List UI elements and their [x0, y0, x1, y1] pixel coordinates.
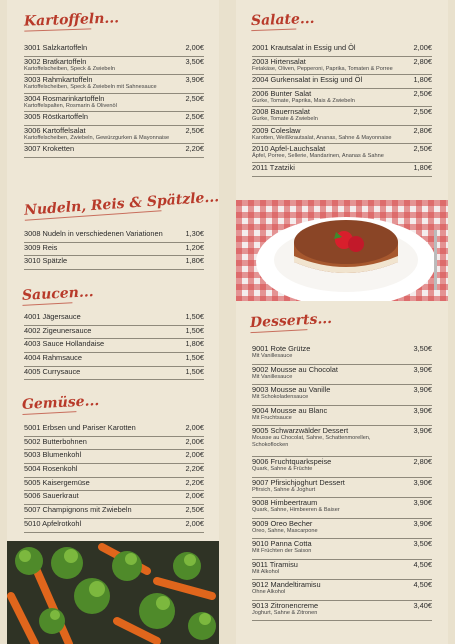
menu-item-price: 3,90€	[413, 518, 432, 528]
menu-item-price: 2,50€	[185, 125, 204, 135]
menu-item-row	[252, 144, 432, 163]
menu-item-name: 4004 Rahmsauce	[24, 353, 82, 363]
menu-item-row	[24, 423, 204, 437]
menu-item-name: 9007 Pfirsichjoghurt Dessert	[252, 477, 345, 487]
menu-item-row	[24, 112, 204, 126]
menu-item-price: 1,50€	[185, 312, 204, 321]
menu-item-price: 3,40€	[413, 600, 432, 610]
menu-item-name: 5010 Apfelrotkohl	[24, 518, 82, 528]
menu-item-row	[24, 519, 204, 533]
menu-item-price: 3,90€	[185, 75, 204, 85]
menu-item-price: 3,90€	[413, 426, 432, 435]
menu-item-price: 2,00€	[185, 491, 204, 501]
menu-item-row	[252, 457, 432, 478]
menu-item-price: 1,50€	[185, 353, 204, 363]
menu-item-name: 2010 Apfel-Lauchsalat	[252, 144, 326, 154]
menu-item-name: 4002 Zigeunersauce	[24, 325, 92, 335]
menu-item-name: 3003 Rahmkartoffeln	[24, 75, 93, 85]
menu-item-row	[252, 519, 432, 540]
menu-item-name: 9010 Panna Cotta	[252, 539, 312, 548]
menu-item-row	[252, 163, 432, 177]
menu-item-row	[252, 580, 432, 601]
menu-item-price: 2,00€	[413, 43, 432, 52]
menu-item-price: 2,80€	[413, 125, 432, 135]
menu-item-price: 2,00€	[185, 518, 204, 528]
menu-item-name: 9005 Schwarzwälder Dessert	[252, 426, 349, 435]
menu-item-price: 1,30€	[185, 229, 204, 238]
menu-item-price: 3,50€	[413, 539, 432, 548]
menu-item-name: 9004 Mousse au Blanc	[252, 405, 328, 415]
menu-item-description: Mit Früchten der Saison	[252, 548, 312, 554]
menu-item-price: 1,80€	[185, 256, 204, 266]
heading-kartoffeln: Kartoffeln...	[23, 10, 120, 30]
menu-item-description: Mit Vanillesauce	[252, 373, 293, 380]
menu-item-price: 1,20€	[185, 242, 204, 252]
menu-item-row	[252, 385, 432, 406]
menu-item-name: 3005 Röstkartoffeln	[24, 112, 88, 122]
menu-item-description: Pfirsich, Sahne & Joghurt	[252, 486, 316, 493]
menu-item-description: Mit Alkohol	[252, 568, 280, 575]
menu-item-name: 9011 Tiramisu	[252, 559, 298, 569]
menu-item-name: 3009 Reis	[24, 242, 58, 252]
menu-item-row	[252, 75, 432, 89]
menu-item-name: 9003 Mousse au Vanille	[252, 385, 331, 394]
menu-item-price: 1,80€	[413, 75, 432, 85]
menu-item-description: Mousse au Chocolat, Sahne, Schattenmorellen,	[252, 435, 371, 441]
menu-item-row	[252, 498, 432, 519]
menu-item-row	[252, 426, 432, 457]
menu-item-row	[24, 505, 204, 519]
menu-item-name: 9009 Oreo Becher	[252, 518, 313, 528]
menu-item-name: 3002 Bratkartoffeln	[24, 56, 87, 66]
menu-item-row	[252, 43, 432, 57]
menu-item-price: 3,50€	[413, 344, 432, 353]
menu-item-row	[24, 339, 204, 353]
menu-item-row	[252, 560, 432, 581]
menu-item-name: 4001 Jägersauce	[24, 312, 81, 321]
menu-item-name: 3010 Spätzle	[24, 256, 68, 266]
menu-item-row	[24, 243, 204, 257]
menu-item-price: 1,50€	[185, 325, 204, 335]
heading-salate: Salate...	[250, 10, 315, 30]
menu-item-row	[252, 406, 432, 427]
menu-item-price: 2,50€	[413, 144, 432, 154]
menu-item-price: 3,90€	[413, 364, 432, 374]
menu-item-row	[252, 365, 432, 386]
menu-item-name: 5005 Kaisergemüse	[24, 477, 90, 487]
menu-item-description: Kartoffelscheiben, Speck & Zwiebeln	[24, 65, 116, 72]
heading-desserts: Desserts...	[249, 310, 333, 332]
menu-item-price: 2,00€	[185, 423, 204, 432]
menu-item-price: 2,80€	[413, 457, 432, 466]
menu-item-name: 2006 Bunter Salat	[252, 88, 312, 98]
menu-item-name: 3001 Salzkartoffeln	[24, 43, 88, 52]
menu-item-price: 1,80€	[413, 162, 432, 172]
menu-item-row	[24, 464, 204, 478]
menu-item-description: Karotten, Weißkrautsalat, Ananas, Sahne & Mayonnaise	[252, 134, 392, 141]
menu-item-name: 9002 Mousse au Chocolat	[252, 364, 338, 374]
menu-item-description: Äpfel, Porree, Sellerie, Mandarinen, Ananas & Sahne	[252, 153, 384, 160]
menu-item-name: 3008 Nudeln in verschiedenen Variationen	[24, 229, 163, 238]
menu-item-name: 9001 Rote Grütze	[252, 344, 311, 353]
menu-item-row	[24, 450, 204, 464]
menu-item-price: 2,50€	[185, 505, 204, 515]
menu-item-description: Ohne Alkohol	[252, 589, 286, 595]
menu-item-price: 3,90€	[413, 405, 432, 415]
menu-item-description: Mit Schokoladensauce	[252, 394, 309, 400]
menu-item-name: 9012 Mandeltiramisu	[252, 580, 321, 589]
menu-item-price: 2,00€	[185, 450, 204, 460]
menu-item-name: 3004 Rosmarinkartoffeln	[24, 93, 105, 103]
menu-item-price: 2,00€	[185, 43, 204, 52]
list-saucen	[24, 312, 204, 380]
tiramisu-photo	[236, 200, 448, 301]
menu-item-name: 2003 Hirtensalat	[252, 56, 306, 66]
menu-item-row	[24, 478, 204, 492]
menu-item-row	[24, 43, 204, 57]
menu-item-row	[252, 539, 432, 560]
list-nudeln	[24, 229, 204, 270]
menu-item-row	[24, 437, 204, 451]
menu-item-description: Mit Vanillesauce	[252, 353, 293, 359]
menu-item-row	[24, 94, 204, 113]
menu-item-name: 9013 Zitronencreme	[252, 600, 319, 610]
menu-item-name: 5003 Blumenkohl	[24, 450, 82, 460]
menu-item-price: 2,50€	[185, 93, 204, 103]
menu-item-description: Gurke, Tomate & Zwiebeln	[252, 116, 318, 123]
menu-item-name: 3006 Kartoffelsalat	[24, 125, 86, 135]
menu-item-description: Quark, Sahne, Himbeeren & Baiser	[252, 507, 340, 513]
menu-item-price: 1,50€	[185, 366, 204, 376]
menu-item-price: 3,90€	[413, 385, 432, 394]
menu-item-name: 5004 Rosenkohl	[24, 464, 78, 474]
menu-item-price: 2,50€	[413, 88, 432, 98]
menu-item-price: 2,80€	[413, 56, 432, 66]
menu-item-price: 2,20€	[185, 464, 204, 474]
menu-item-row	[24, 57, 204, 76]
list-gemuese	[24, 423, 204, 533]
menu-item-name: 4003 Sauce Hollandaise	[24, 339, 105, 349]
menu-item-name: 2004 Gurkensalat in Essig und Öl	[252, 75, 363, 85]
heading-gemuese: Gemüse...	[21, 392, 100, 414]
menu-item-row	[24, 126, 204, 145]
menu-item-price: 2,00€	[185, 436, 204, 446]
heading-nudeln: Nudeln, Reis & Spätzle...	[23, 189, 220, 219]
menu-item-description: Kartoffelscheiben, Zwiebeln, Gewürzgurken & Mayonnaise	[24, 134, 170, 141]
menu-item-price: 2,20€	[185, 144, 204, 154]
vegetables-photo	[7, 541, 219, 644]
menu-item-row	[24, 229, 204, 243]
list-salate	[252, 43, 432, 177]
menu-item-description: Fetakäse, Oliven, Pepperoni, Paprika, Tomaten & Porree	[252, 65, 393, 72]
menu-item-row	[24, 491, 204, 505]
menu-item-name: 2011 Tzatziki	[252, 162, 295, 172]
menu-item-row	[252, 89, 432, 108]
menu-item-name: 5002 Butterbohnen	[24, 436, 87, 446]
menu-item-row	[24, 75, 204, 94]
menu-item-price: 3,50€	[185, 56, 204, 66]
menu-item-row	[252, 126, 432, 145]
menu-item-name: 9008 Himbeertraum	[252, 498, 318, 507]
menu-item-row	[24, 312, 204, 326]
menu-item-description: Joghurt, Sahne & Zitronen	[252, 609, 318, 616]
menu-item-name: 5006 Sauerkraut	[24, 491, 79, 501]
menu-item-name: 2008 Bauernsalat	[252, 107, 310, 117]
menu-item-price: 1,80€	[185, 339, 204, 349]
menu-item-row	[252, 57, 432, 76]
menu-item-description: Kartoffelspalten, Rosmarin & Olivenöl	[24, 102, 117, 109]
menu-item-row	[24, 353, 204, 367]
menu-item-name: 9006 Fruchtquarkspeise	[252, 457, 332, 466]
menu-item-row	[252, 107, 432, 126]
menu-item-row	[24, 367, 204, 381]
menu-item-description: Quark, Sahne & Früchte	[252, 466, 313, 472]
menu-item-name: 3007 Kroketten	[24, 144, 75, 154]
menu-item-price: 2,20€	[185, 477, 204, 487]
menu-item-description: Mit Fruchtsauce	[252, 414, 292, 421]
menu-item-name: 4005 Currysauce	[24, 366, 81, 376]
menu-item-row	[24, 326, 204, 340]
menu-item-name: 2001 Krautsalat in Essig und Öl	[252, 43, 356, 52]
menu-item-row	[252, 601, 432, 622]
menu-item-row	[24, 144, 204, 158]
menu-item-price: 2,50€	[185, 112, 204, 122]
menu-item-price: 4,50€	[413, 559, 432, 569]
menu-item-price: 3,90€	[413, 477, 432, 487]
list-kartoffeln	[24, 43, 204, 158]
menu-item-description: Oreo, Sahne, Mascarpone	[252, 527, 318, 534]
menu-item-price: 4,50€	[413, 580, 432, 589]
menu-item-row	[252, 478, 432, 499]
menu-item-price: 3,90€	[413, 498, 432, 507]
list-desserts	[252, 344, 432, 621]
menu-item-price: 2,50€	[413, 107, 432, 117]
heading-saucen: Saucen...	[21, 284, 94, 304]
menu-item-row	[252, 344, 432, 365]
menu-item-description: Schokoflocken	[252, 441, 289, 448]
menu-item-row	[24, 256, 204, 270]
menu-item-name: 5001 Erbsen und Pariser Karotten	[24, 423, 136, 432]
menu-item-name: 2009 Coleslaw	[252, 125, 301, 135]
menu-item-description: Gurke, Tomate, Paprika, Mais & Zwiebeln	[252, 97, 355, 104]
menu-item-name: 5007 Champignons mit Zwiebeln	[24, 505, 132, 515]
menu-item-description: Kartoffelscheiben, Speck & Zwiebeln mit Sahnesauce	[24, 84, 157, 91]
